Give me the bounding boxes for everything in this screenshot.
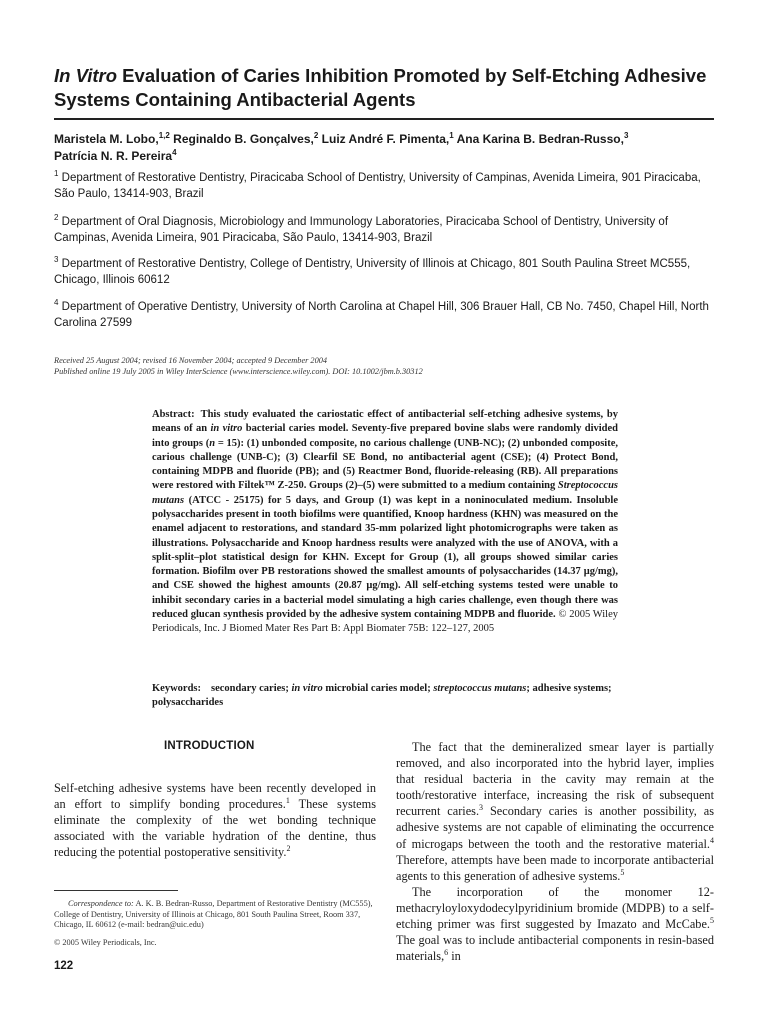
published-online: Published online 19 July 2005 in Wiley InterScience (www.interscience.wiley.com). DOI: 10.1002/jbm.b.30312	[54, 366, 423, 376]
affiliation: $^4$ Department of Operative Dentistry, University of North Carolina at Chapel Hill, 306 Brauer Hall, CB No. 7450, Chapel Hill, North Carolina 27599	[54, 298, 709, 329]
body-text-right	[396, 739, 714, 964]
keywords-label: Keywords:	[152, 683, 201, 694]
affiliation: $^3$ Department of Restorative Dentistry, College of Dentistry, University of Illinois at Chicago, 801 South Paulina Street MC555, Chicago, Illinois 60612	[54, 255, 691, 286]
correspondence-footnote: Correspondence to: A. K. B. Bedran-Russo, Department of Restorative Dentistry (MC555), College of Dentistry, University of Illinois at Chicago, 801 South Paulina Street, Room 337, Chicago, IL 60612 (e-mail: bedran@uic.edu)	[54, 899, 373, 930]
abstract-label: Abstract:	[152, 409, 195, 420]
received-dates: Received 25 August 2004; revised 16 November 2004; accepted 9 December 2004	[54, 356, 328, 365]
keywords: Keywords: secondary caries; in vitro microbial caries model; streptococcus mutans; adhesive systems; polysaccharides	[152, 683, 612, 709]
affiliation: $^2$ Department of Oral Diagnosis, Microbiology and Immunology Laboratories, Piracicaba School of Dentistry, University of Campinas, Avenida Limeira, 901 Piracicaba, São Paulo, 13414-903, Brazil	[54, 213, 669, 244]
author: Reginaldo B. Gonçalves,$^2$	[173, 131, 319, 146]
footnote-divider	[54, 890, 178, 891]
paragraph: The incorporation of the monomer 12-methacryloyloxydodecylpyridinium bromide (MDPB) to a self-etching primer was first suggested by Imazato and McCabe.$^5$ The goal was to include antibacterial components in resin-based materials,$^6$ in	[396, 884, 714, 964]
author: Ana Karina B. Bedran-Russo,$^3$	[456, 131, 629, 146]
paper-title	[54, 64, 734, 112]
affiliation: $^1$ Department of Restorative Dentistry, Piracicaba School of Dentistry, University of Campinas, Avenida Limeira, 901 Piracicaba, São Paulo, 13414-903, Brazil	[54, 169, 701, 200]
copyright-notice: © 2005 Wiley Periodicals, Inc.	[54, 938, 157, 947]
publication-info	[54, 356, 714, 377]
footnote-label: Correspondence to:	[68, 899, 134, 908]
page-number: 122	[54, 960, 74, 972]
author-list	[54, 131, 724, 165]
paragraph: The fact that the demineralized smear layer is partially removed, and also incorporated into the hybrid layer, implies that residual bacteria in the cavity may remain at the tooth/restorative interface, increasing the risk of subsequent recurrent caries.$^3$ Secondary caries is another possibility, as adhesive systems are not capable of eliminating the occurrence of microgaps between the tooth and the restorative material.$^4$ Therefore, attempts have been made to incorporate antibacterial agents to this generation of adhesive systems.$^5$	[396, 740, 714, 883]
author: Patrícia N. R. Pereira$^4$	[54, 148, 177, 163]
title-divider	[54, 118, 714, 120]
abstract: Abstract: This study evaluated the cariostatic effect of antibacterial self-etching adhesive systems, by means of an in vitro bacterial caries model. Seventy-five prepared bovine slabs were randomly divided into groups (n = 15): (1) unbonded composite, no carious challenge (UNB-NC); (2) unbonded composite, carious challenge (UNB-C); (3) Clearfil SE Bond, no antibacterial agent (CSE); (4) Protect Bond, containing MDPB and fluoride (PB); and (5) Reactmer Bond, fluoride-releasing (RB). All preparations were restored with Filtek™ Z-250. Groups (2)–(5) were submitted to a medium containing Streptococcus mutans (ATCC - 25175) for 5 days, and Group (1) was kept in a noninoculated medium. Insoluble polysaccharides present in tooth biofilms were quantified, Knoop hardness (KHN) was measured on the enamel adjacent to restorations, and standard 35-mm polarized light photomicrographs were taken as illustrations. Polysaccharide and Knoop hardness results were analyzed with the use of ANOVA, with a split-split–plot statistical design for KHN. Except for Group (1), all groups showed similar caries formation. Biofilm over PB restorations showed the smallest amounts of polysaccharides (14.37 μg/mg), and CSE showed the highest amounts (20.87 μg/mg). All self-etching systems tested were unable to inhibit secondary caries in a bacterial model simulating a high caries challenge, even though there was reduced glucan synthesis provided by the adhesive system containing MDPB and fluoride. © 2005 Wiley Periodicals, Inc. J Biomed Mater Res Part B: Appl Biomater 75B: 122–127, 2005	[152, 409, 619, 635]
abstract-citation: © 2005 Wiley Periodicals, Inc. J Biomed Mater Res Part B: Appl Biomater 75B: 122–127, 2005	[152, 608, 619, 635]
author: Luiz André F. Pimenta,$^1$	[321, 131, 454, 146]
title-rest: Evaluation of Caries Inhibition Promoted by Self-Etching Adhesive Systems Containing Antibacterial Agents	[54, 65, 707, 110]
title-italic-part: In Vitro	[54, 65, 118, 86]
body-text-left: Self-etching adhesive systems have been recently developed in an effort to simplify bonding procedures.$^1$ These systems eliminate the complexity of the wet bonding technique associated with the variable hydration of the dentine, thus reducing the potential postoperative sensitivity.$^2$	[54, 781, 376, 859]
section-heading-introduction: INTRODUCTION	[164, 740, 255, 752]
author: Maristela M. Lobo,$^{1,2}$	[54, 131, 170, 146]
